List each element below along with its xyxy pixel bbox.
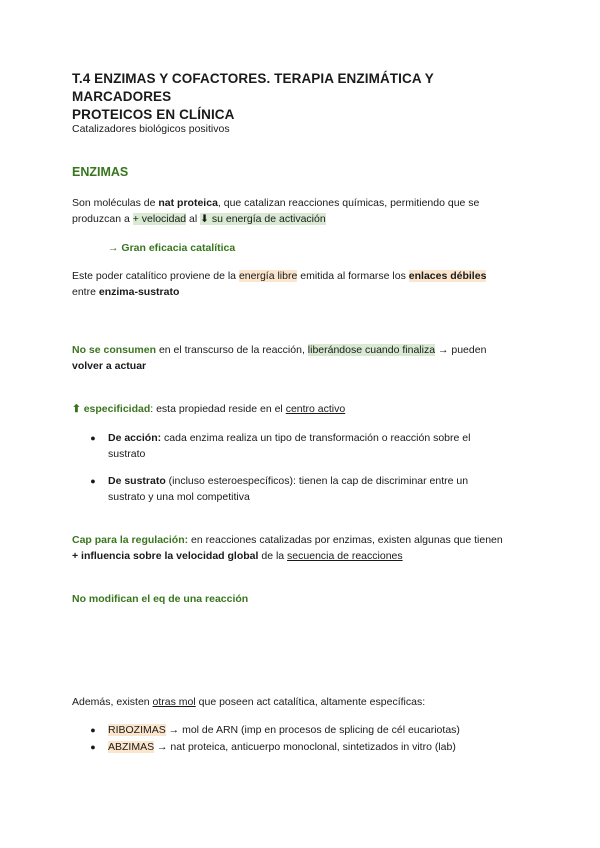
text: emitida al formarse los — [297, 270, 409, 282]
underlined-text: centro activo — [285, 403, 346, 415]
text: (incluso esteroespecíficos): tienen la cap de discriminar entre un — [165, 475, 469, 487]
highlighted-text: RIBOZIMAS — [108, 724, 166, 736]
text: : esta propiedad reside en el — [150, 403, 286, 415]
highlighted-text: energía libre — [238, 270, 298, 282]
text: sustrato — [108, 448, 146, 460]
green-text: Cap para la regulación: — [72, 534, 189, 546]
highlighted-text: ABZIMAS — [108, 741, 155, 753]
page-title — [72, 70, 532, 124]
text: , que catalizan reacciones químicas, permitiendo que se — [217, 197, 480, 209]
paragraph-catalytic-power — [72, 268, 532, 300]
underlined-text: secuencia de reacciones — [287, 550, 403, 562]
bold-text: nat proteica — [158, 197, 218, 209]
text: en reacciones catalizadas por enzimas, existen algunas que tienen — [188, 534, 503, 546]
green-text: ⬆ especificidad — [72, 403, 151, 415]
highlighted-text: liberándose cuando finaliza — [307, 344, 436, 356]
text: Además, existen — [72, 696, 153, 708]
bullet-icon: ● — [90, 433, 96, 443]
text: al — [186, 213, 201, 225]
title-line-1: T.4 ENZIMAS Y COFACTORES. TERAPIA ENZIMÁTICA Y MARCADORES — [72, 71, 434, 104]
text: → mol de ARN (imp en procesos de splicing de cél eucariotas) — [165, 724, 460, 736]
text: Este poder catalítico proviene de la — [72, 270, 239, 282]
bold-text: De sustrato — [108, 475, 166, 487]
subtitle: Catalizadores biológicos positivos — [72, 123, 230, 135]
text: → pueden — [435, 344, 487, 356]
text: Son moléculas de — [72, 197, 159, 209]
green-text: No se consumen — [72, 344, 157, 356]
bold-text: volver a actuar — [72, 360, 147, 372]
bullet-icon: ● — [90, 742, 96, 752]
text: de la — [258, 550, 288, 562]
highlighted-text: enlaces débiles — [408, 270, 487, 282]
bold-text: De acción: — [108, 432, 162, 444]
paragraph-equilibrium: No modifican el eq de una reacción — [72, 593, 249, 605]
paragraph-other-molecules — [72, 694, 532, 710]
underlined-text: otras mol — [152, 696, 196, 708]
text: entre — [72, 286, 99, 298]
section-heading-enzimas: ENZIMAS — [72, 165, 129, 179]
bullet-icon: ● — [90, 725, 96, 735]
paragraph-regulation — [72, 532, 532, 564]
highlighted-text: + velocidad — [132, 213, 187, 225]
text: que poseen act catalítica, altamente específicas: — [195, 696, 426, 708]
bold-text: enzima-sustrato — [98, 286, 180, 298]
text: en el transcurso de la reacción, — [156, 344, 308, 356]
text: → nat proteica, anticuerpo monoclonal, sintetizados in vitro (lab) — [154, 741, 456, 753]
text: cada enzima realiza un tipo de transformación o reacción sobre el — [161, 432, 471, 444]
paragraph-specificity — [72, 401, 532, 417]
text: sustrato y una mol competitiva — [108, 491, 250, 503]
title-line-2: PROTEICOS EN CLÍNICA — [72, 107, 235, 122]
arrow-conclusion: → Gran eficacia catalítica — [108, 242, 236, 254]
bold-text: + influencia sobre la velocidad global — [72, 550, 259, 562]
paragraph-definition — [72, 195, 532, 227]
bullet-icon: ● — [90, 476, 96, 486]
highlighted-text: ⬇ su energía de activación — [200, 213, 326, 225]
text: produzcan a — [72, 213, 133, 225]
paragraph-not-consumed — [72, 342, 532, 374]
